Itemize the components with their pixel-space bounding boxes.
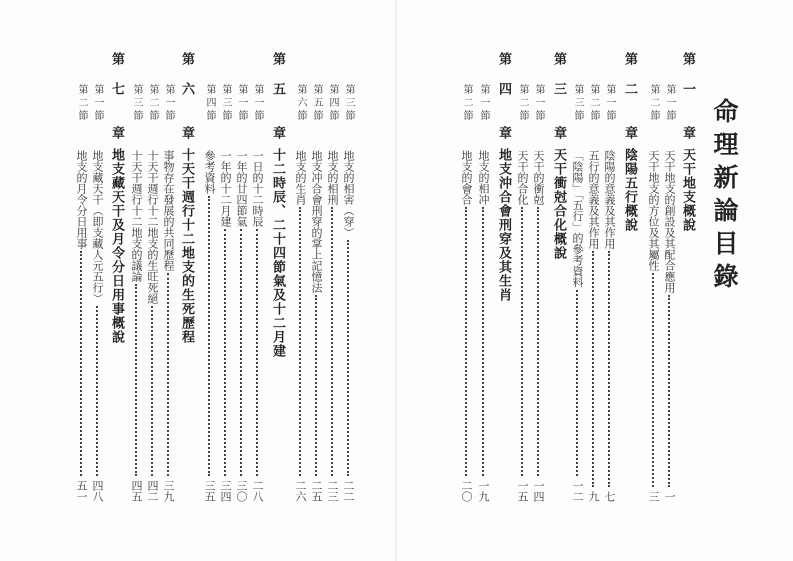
dot-leader [347, 240, 349, 476]
dot-leader [240, 229, 242, 476]
chapter-number: 一 章 [680, 82, 695, 147]
section-number: 第一節 [236, 84, 247, 123]
chapter-prefix: 第 [551, 52, 566, 65]
section-number: 第六節 [295, 84, 306, 123]
chapter-prefix: 第 [622, 52, 637, 65]
chapter-prefix: 第 [109, 52, 124, 65]
section-title: 五行的意義及其作用 [587, 150, 600, 249]
section-entry [218, 150, 232, 502]
section-title: 一年的十二月建 [219, 150, 232, 227]
chapter-number: 四 章 [496, 82, 511, 147]
section-entry [129, 150, 143, 502]
page-number: 四八 [91, 480, 104, 502]
toc-chapter [678, 0, 694, 561]
chapter-title: 地支藏天干及月令分日用事概說 [109, 148, 124, 344]
section-number: 第一節 [604, 84, 615, 123]
chapter-prefix: 第 [680, 52, 695, 65]
section-number: 第一節 [252, 84, 263, 123]
section-number: 第一節 [163, 84, 174, 123]
chapter-title: 天干地支概說 [680, 148, 695, 232]
dot-leader [576, 290, 578, 477]
dot-leader [167, 273, 169, 476]
toc-section [570, 0, 586, 561]
section-number: 第一節 [92, 84, 103, 123]
toc-section [309, 0, 325, 561]
toc-section [161, 0, 177, 561]
chapter-title: 天干衝尅合化概說 [551, 148, 566, 260]
chapter-title: 陰陽五行概說 [622, 148, 637, 232]
section-entry [646, 150, 660, 502]
section-title: 一年的廿四節氣 [235, 150, 248, 227]
section-number: 第四節 [204, 84, 215, 123]
section-title: 地支的相冲 [477, 150, 490, 205]
dot-leader [80, 251, 82, 476]
dot-leader [256, 229, 258, 476]
book-gutter [395, 0, 397, 561]
section-title: 十天干週行十二地支的生旺死絕 [146, 150, 159, 304]
dot-leader [135, 284, 137, 476]
section-entry [515, 150, 529, 502]
chapter-number: 七 章 [109, 82, 124, 147]
dot-leader [482, 207, 484, 476]
dot-leader [608, 251, 610, 487]
section-entry [202, 150, 216, 502]
toc-section [325, 0, 341, 561]
section-entry [293, 150, 307, 502]
toc-section [74, 0, 90, 561]
section-title: 地支的會合 [460, 150, 473, 205]
toc-section [234, 0, 250, 561]
toc-section [341, 0, 357, 561]
section-entry [586, 150, 600, 502]
section-title: 參考資料 [203, 150, 216, 194]
section-number: 第二節 [461, 84, 472, 123]
section-entry [145, 150, 159, 502]
section-number: 第三節 [220, 84, 231, 123]
toc-section [646, 0, 662, 561]
toc-section [586, 0, 602, 561]
section-entry [234, 150, 248, 502]
page-number: 五一 [75, 480, 88, 502]
section-title: 陰陽的意義及其作用 [603, 150, 616, 249]
section-number: 第三節 [343, 84, 354, 123]
toc-chapter [620, 0, 636, 561]
dot-leader [224, 229, 226, 476]
section-number: 第三節 [131, 84, 142, 123]
section-title: 事物存在發展的共同歷程 [162, 150, 175, 271]
section-number: 第二節 [648, 84, 659, 123]
toc-chapter [549, 0, 565, 561]
page-number: 七 [603, 491, 616, 502]
section-entry [341, 150, 355, 502]
dot-leader [315, 295, 317, 476]
section-entry [459, 150, 473, 502]
page-number: 一二 [571, 480, 584, 502]
page-number: 四二 [146, 480, 159, 502]
dot-leader [331, 207, 333, 476]
page-number: 九 [587, 491, 600, 502]
section-title: 地支藏天干（即支藏人元五行） [91, 150, 104, 304]
chapter-number: 三 章 [551, 82, 566, 147]
section-number: 第一節 [533, 84, 544, 123]
toc-chapter [107, 0, 123, 561]
page-number: 二〇 [460, 480, 473, 502]
section-number: 第一節 [478, 84, 489, 123]
dot-leader [299, 207, 301, 476]
section-entry [531, 150, 545, 502]
section-title: 地支的相害（穿） [342, 150, 355, 238]
section-entry [325, 150, 339, 502]
page-number: 三四 [219, 480, 232, 502]
page-number: 一四 [532, 480, 545, 502]
toc-section [515, 0, 531, 561]
toc-chapter [268, 0, 284, 561]
toc-section [459, 0, 475, 561]
chapter-title: 地支沖合會刑穿及其生肖 [496, 148, 511, 302]
dot-leader [151, 306, 153, 476]
dot-leader [537, 207, 539, 476]
dot-leader [652, 273, 654, 487]
section-number: 第五節 [311, 84, 322, 123]
page-number: 二六 [294, 480, 307, 502]
page-number: 一五 [516, 480, 529, 502]
dot-leader [521, 207, 523, 476]
toc-section [250, 0, 266, 561]
section-title: 十天干週行十二地支的議論 [130, 150, 143, 282]
section-entry [476, 150, 490, 502]
page-number: 三〇 [235, 480, 248, 502]
section-number: 第四節 [327, 84, 338, 123]
section-title: 地支冲合會刑穿的掌上記憶法 [310, 150, 323, 293]
toc-chapter [177, 0, 193, 561]
page-number: 三五 [203, 480, 216, 502]
dot-leader [96, 306, 98, 476]
chapter-number: 二 章 [622, 82, 637, 147]
toc-section [129, 0, 145, 561]
chapter-title: 十二時辰、二十四節氣及十二月建 [270, 148, 285, 358]
page-number: 四五 [130, 480, 143, 502]
section-entry [161, 150, 175, 502]
section-number: 第三節 [572, 84, 583, 123]
toc-section [662, 0, 678, 561]
section-entry [662, 150, 676, 502]
page-number: 三九 [162, 480, 175, 502]
dot-leader [465, 207, 467, 476]
page-number: 二二 [342, 480, 355, 502]
toc-section [476, 0, 492, 561]
section-number: 第一節 [664, 84, 675, 123]
book-title: 命理新論目錄 [710, 98, 739, 296]
page-number: 一 [663, 491, 676, 502]
section-title: 「陰陽」「五行」的參考資料 [571, 150, 584, 288]
section-title: 一日的十二時辰 [251, 150, 264, 227]
chapter-prefix: 第 [496, 52, 511, 65]
toc-section [145, 0, 161, 561]
toc-section [90, 0, 106, 561]
toc-chapter [494, 0, 510, 561]
section-number: 第二節 [517, 84, 528, 123]
section-entry [309, 150, 323, 502]
section-entry [250, 150, 264, 502]
toc-section [293, 0, 309, 561]
dot-leader [592, 251, 594, 487]
page-number: 二八 [251, 480, 264, 502]
toc-section [531, 0, 547, 561]
section-entry [602, 150, 616, 502]
section-entry [74, 150, 88, 502]
toc-section [202, 0, 218, 561]
section-number: 第二節 [76, 84, 87, 123]
section-title: 天干地支的創設及其配合應用 [663, 150, 676, 293]
page-number: 三 [647, 491, 660, 502]
section-title: 地支的生肖 [294, 150, 307, 205]
toc-section [218, 0, 234, 561]
page-number: 二三 [326, 480, 339, 502]
section-entry [90, 150, 104, 502]
section-entry [570, 150, 584, 502]
page-number: 二五 [310, 480, 323, 502]
toc-section [602, 0, 618, 561]
section-number: 第二節 [147, 84, 158, 123]
page-number: 一九 [477, 480, 490, 502]
chapter-number: 六 章 [179, 82, 194, 147]
section-title: 天干的合化 [516, 150, 529, 205]
section-title: 地支的相刑 [326, 150, 339, 205]
chapter-title: 十天干週行十二地支的生死歷程 [179, 148, 194, 344]
chapter-prefix: 第 [179, 52, 194, 65]
section-title: 天干地支的方位及其屬性 [647, 150, 660, 271]
dot-leader [208, 196, 210, 476]
dot-leader [668, 295, 670, 487]
section-number: 第二節 [588, 84, 599, 123]
section-title: 地支的月令分日用事 [75, 150, 88, 249]
section-title: 天干的衝尅 [532, 150, 545, 205]
chapter-prefix: 第 [270, 52, 285, 65]
chapter-number: 五 章 [270, 82, 285, 147]
